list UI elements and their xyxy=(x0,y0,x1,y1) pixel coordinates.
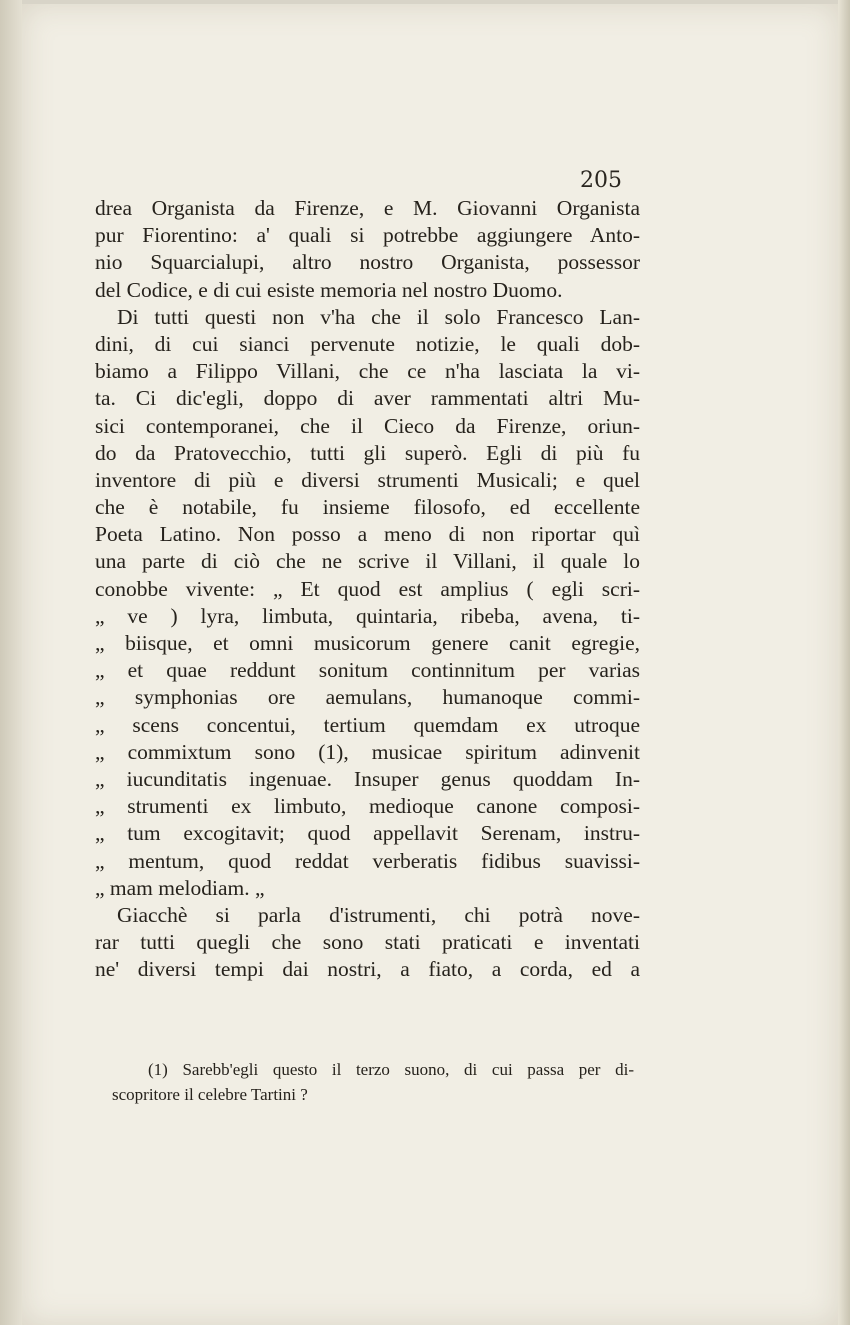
text-line: sici contemporanei, che il Cieco da Firenze, oriun- xyxy=(95,413,640,438)
footnote-line: scopritore il celebre Tartini ? xyxy=(112,1085,308,1104)
text-line: „ commixtum sono (1), musicae spiritum adinvenit xyxy=(95,739,640,764)
page-number: 205 xyxy=(580,168,622,193)
text-line: „ biisque, et omni musicorum genere canit egregie, xyxy=(95,631,640,655)
text-line: drea Organista da Firenze, e M. Giovanni Organista xyxy=(95,196,640,220)
text-line: „ ve ) lyra, limbuta, quintaria, ribeba, avena, ti- xyxy=(95,603,640,628)
text-line: dini, di cui sianci pervenute notizie, le quali dob- xyxy=(95,331,640,356)
text-line: ta. Ci dic'egli, doppo di aver rammentati altri Mu- xyxy=(95,386,640,411)
text-line: ne' diversi tempi dai nostri, a fiato, a corda, ed a xyxy=(95,957,640,982)
text-line: do da Pratovecchio, tutti gli superò. Egli di più fu xyxy=(95,440,640,465)
text-line: pur Fiorentino: a' quali si potrebbe aggiungere Anto- xyxy=(95,223,640,248)
footnote-line: (1) Sarebb'egli questo il terzo suono, di cui passa per di- xyxy=(148,1060,634,1079)
text-line: biamo a Filippo Villani, che ce n'ha lasciata la vi- xyxy=(95,359,640,384)
text-line: „ mam melodiam. „ xyxy=(95,875,265,900)
text-line: Di tutti questi non v'ha che il solo Francesco Lan- xyxy=(117,304,640,329)
text-line: inventore di più e diversi strumenti Musicali; e quel xyxy=(95,467,640,492)
text-line: del Codice, e di cui esiste memoria nel nostro Duomo. xyxy=(95,277,563,302)
footnote xyxy=(112,1057,634,1107)
text-line: „ strumenti ex limbuto, medioque canone composi- xyxy=(95,794,640,819)
text-line: „ symphonias ore aemulans, humanoque commi- xyxy=(95,685,640,710)
main-text xyxy=(95,195,640,983)
text-line: che è notabile, fu insieme filosofo, ed eccellente xyxy=(95,495,640,520)
text-line: rar tutti quegli che sono stati praticati e inventati xyxy=(95,930,640,955)
text-line: una parte di ciò che ne scrive il Villani, il quale lo xyxy=(95,549,640,574)
text-line: Poeta Latino. Non posso a meno di non riportar quì xyxy=(95,522,640,547)
text-line: „ scens concentui, tertium quemdam ex utroque xyxy=(95,712,640,737)
text-line: „ et quae reddunt sonitum continnitum per varias xyxy=(95,658,640,683)
text-line: Giacchè si parla d'istrumenti, chi potrà nove- xyxy=(117,902,640,927)
page-left-edge xyxy=(0,0,22,1325)
text-line: „ mentum, quod reddat verberatis fidibus suavissi- xyxy=(95,848,640,873)
text-line: „ iucunditatis ingenuae. Insuper genus quoddam In- xyxy=(95,766,640,791)
text-line: conobbe vivente: „ Et quod est amplius ( egli scri- xyxy=(95,576,640,601)
page-right-edge xyxy=(838,0,850,1325)
text-line: „ tum excogitavit; quod appellavit Serenam, instru- xyxy=(95,821,640,846)
text-line: nio Squarcialupi, altro nostro Organista, possessor xyxy=(95,250,640,275)
